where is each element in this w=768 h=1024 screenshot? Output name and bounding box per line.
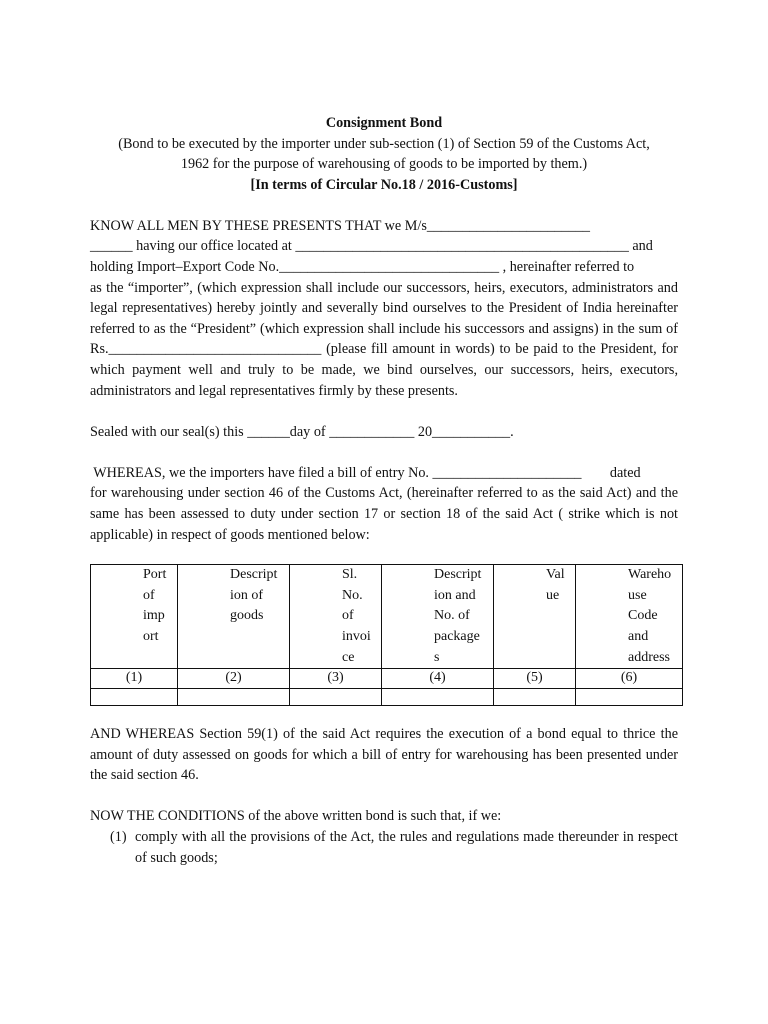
month-blank[interactable]: ____________: [329, 423, 415, 440]
condition-text: comply with all the provisions of the Act, the rules and regulations made thereunder in respect of such goods;: [135, 829, 678, 866]
sealed-line: Sealed with our seal(s) this ______day of ____________ 20___________.: [90, 423, 514, 440]
circular-reference: [In terms of Circular No.18 / 2016-Customs]: [250, 176, 518, 193]
table-entry-row: [91, 689, 683, 706]
condition-item-1: [90, 827, 678, 868]
firm-name-blank-cont[interactable]: ______: [90, 238, 133, 255]
table-cell[interactable]: [178, 689, 290, 706]
amount-blank[interactable]: ______________________________: [108, 341, 322, 358]
whereas-body: for warehousing under section 46 of the Customs Act, (hereinafter referred to as the said Act) and the same has been assessed to duty under section 17 or section 18 of the said Act ( strike which is not applicable) in respect of goods mentioned below:: [90, 485, 678, 543]
day-blank[interactable]: ______: [247, 423, 290, 440]
table-column-number: (2): [178, 669, 290, 689]
bill-of-entry-blank[interactable]: _____________________: [432, 464, 582, 481]
table-header-cell: [290, 565, 382, 669]
table-column-number: (4): [382, 669, 494, 689]
document-title: Consignment Bond: [325, 115, 443, 131]
iec-number-blank[interactable]: _______________________________: [279, 259, 500, 276]
table-header-text: Descript ion and No. of package s: [434, 567, 482, 665]
conditions-list: [90, 827, 678, 868]
table-column-number: (5): [494, 669, 576, 689]
para-office-line: ______ having our office located at _______________________________________________ and: [90, 238, 653, 255]
whereas-line1: WHEREAS, we the importers have filed a bill of entry No. _____________________ dated: [90, 464, 641, 481]
subtitle-line-2: 1962 for the purpose of warehousing of goods to be imported by them.): [180, 156, 588, 173]
para-iec-line: holding Import–Export Code No._______________________________ , hereinafter referred to: [90, 259, 635, 276]
table-header-cell: [494, 565, 576, 669]
table-column-number: (1): [91, 669, 178, 689]
table-header-cell: [576, 565, 683, 669]
table-header-row: [91, 565, 683, 669]
table-header-text: Wareho use Code and address: [628, 567, 672, 665]
and-whereas-paragraph: AND WHEREAS Section 59(1) of the said Act requires the execution of a bond equal to thrice the amount of duty assessed on goods for which a bill of entry for warehousing has been presented under the said section 46.: [90, 726, 678, 784]
table-header-cell: [91, 565, 178, 669]
table-cell[interactable]: [290, 689, 382, 706]
table-cell[interactable]: [576, 689, 683, 706]
firm-name-blank[interactable]: _______________________: [426, 217, 590, 234]
para-know-all-line1: KNOW ALL MEN BY THESE PRESENTS THAT we M/s_______________________: [90, 217, 590, 234]
table-header-cell: [382, 565, 494, 669]
office-address-blank[interactable]: _______________________________________________: [295, 238, 629, 255]
table-header-text: Val ue: [546, 567, 565, 603]
table-header-text: Port of imp ort: [143, 567, 167, 644]
table-header-text: Sl. No. of invoi ce: [342, 567, 371, 665]
conditions-intro: NOW THE CONDITIONS of the above written bond is such that, if we:: [90, 808, 502, 825]
subtitle-line-1: (Bond to be executed by the importer under sub-section (1) of Section 59 of the Customs Act,: [118, 135, 650, 152]
table-column-number: (6): [576, 669, 683, 689]
condition-number: (1): [110, 829, 127, 846]
para-know-all-body: as the “importer”, (which expression shall include our successors, heirs, executors, administrators and legal representatives) hereby jointly and severally bind ourselves to the President of India hereinafter referred to as the “President” (which expression shall include his successors and assigns) in the sum of Rs.______________________________ (please fill amount in words) to be paid to the President, for which payment well and truly to be made, we bind ourselves, our successors, heirs, executors, administrators and legal representatives firmly by these presents.: [90, 279, 678, 399]
table-cell[interactable]: [91, 689, 178, 706]
table-column-number: (3): [290, 669, 382, 689]
table-number-row: [91, 669, 683, 689]
table-cell[interactable]: [382, 689, 494, 706]
table-cell[interactable]: [494, 689, 576, 706]
goods-table: [90, 564, 683, 706]
table-header-text: Descript ion of goods: [230, 567, 278, 624]
bond-content: [90, 113, 678, 868]
table-header-cell: [178, 565, 290, 669]
year-blank[interactable]: ___________: [432, 423, 511, 440]
